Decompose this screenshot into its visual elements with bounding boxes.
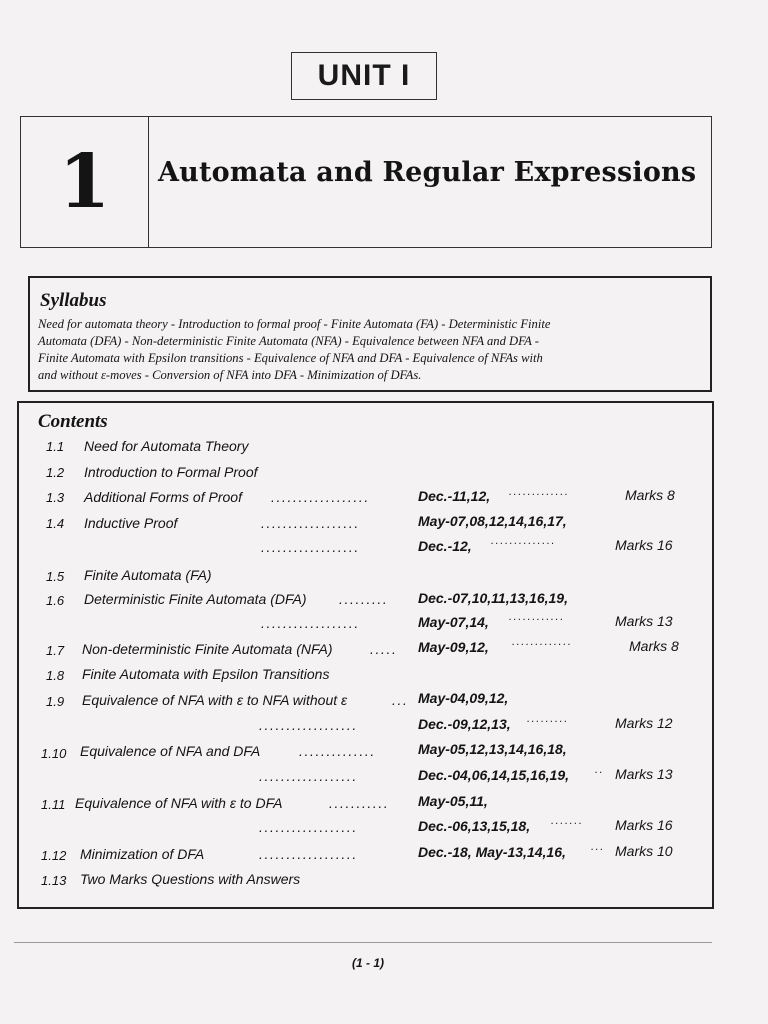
contents-item-exams: Dec.-18, May-13,14,16, (418, 844, 566, 860)
contents-item-exams: May-05,11, (418, 793, 488, 809)
syllabus-line: Finite Automata with Epsilon transitions - Equivalence of NFA and DFA - Equivalence of NFAs with (38, 351, 543, 365)
dot-leader: ....... (551, 815, 584, 827)
dot-leader: ........... (329, 795, 390, 811)
contents-item-title[interactable]: Equivalence of NFA and DFA (80, 743, 261, 759)
dot-leader: .................. (259, 768, 358, 784)
contents-item-marks: Marks 12 (615, 715, 673, 731)
contents-item-number: 1.2 (46, 465, 65, 480)
contents-item-exams: May-09,12, (418, 639, 489, 655)
contents-item-marks: Marks 10 (615, 843, 673, 859)
contents-item-marks: Marks 16 (615, 537, 673, 553)
contents-item-exams: Dec.-07,10,11,13,16,19, (418, 590, 568, 606)
contents-item-title[interactable]: Additional Forms of Proof (84, 489, 242, 505)
dot-leader: .................. (259, 819, 358, 835)
contents-item-exams: Dec.-11,12, (418, 488, 491, 504)
contents-item-marks: Marks 13 (615, 766, 673, 782)
contents-item-exams-continued: Dec.-06,13,15,18, (418, 818, 531, 834)
footer-rule (14, 942, 712, 943)
dot-leader: ............ (509, 611, 565, 623)
contents-item-exams: May-04,09,12, (418, 690, 509, 706)
dot-leader: ......... (339, 591, 389, 607)
dot-leader: .............. (491, 535, 557, 547)
contents-item-number: 1.3 (46, 490, 65, 505)
contents-item-title[interactable]: Introduction to Formal Proof (84, 464, 258, 480)
chapter-header (20, 116, 712, 248)
contents-item-marks: Marks 8 (629, 638, 679, 654)
syllabus-heading: Syllabus (40, 290, 107, 311)
dot-leader: .................. (271, 489, 370, 505)
dot-leader: .................. (259, 717, 358, 733)
contents-item-exams-continued: May-07,14, (418, 614, 489, 630)
dot-leader: ..... (370, 641, 398, 657)
contents-item-title[interactable]: Equivalence of NFA with ε to DFA (75, 795, 283, 811)
contents-item-title[interactable]: Equivalence of NFA with ε to NFA without ε (82, 692, 348, 708)
dot-leader: ... (392, 692, 409, 708)
syllabus-text (38, 316, 702, 384)
contents-item-exams: May-07,08,12,14,16,17, (418, 513, 567, 529)
contents-item-number: 1.9 (46, 694, 65, 709)
contents-item-number: 1.10 (41, 746, 67, 761)
contents-heading: Contents (38, 411, 108, 432)
contents-item-title[interactable]: Finite Automata (FA) (84, 567, 212, 583)
contents-item-number: 1.13 (41, 873, 67, 888)
dot-leader: ......... (527, 713, 569, 725)
contents-item-number: 1.4 (46, 516, 65, 531)
contents-item-number: 1.7 (46, 643, 65, 658)
contents-item-exams: May-05,12,13,14,16,18, (418, 741, 567, 757)
unit-heading: UNIT I (291, 52, 437, 100)
dot-leader: ... (591, 841, 605, 853)
contents-item-exams-continued: Dec.-09,12,13, (418, 716, 511, 732)
contents-item-title[interactable]: Non-deterministic Finite Automata (NFA) (82, 641, 333, 657)
contents-item-title[interactable]: Finite Automata with Epsilon Transitions (82, 666, 330, 682)
contents-box (17, 401, 714, 909)
dot-leader: .................. (261, 615, 360, 631)
chapter-number: 1 (21, 117, 149, 247)
dot-leader: .................. (261, 539, 360, 555)
contents-item-number: 1.1 (46, 439, 65, 454)
contents-item-marks: Marks 16 (615, 817, 673, 833)
dot-leader: ............. (509, 486, 570, 498)
syllabus-box (28, 276, 712, 392)
contents-item-title[interactable]: Minimization of DFA (80, 846, 205, 862)
contents-item-title[interactable]: Two Marks Questions with Answers (80, 871, 301, 887)
contents-item-marks: Marks 13 (615, 613, 673, 629)
contents-item-title[interactable]: Inductive Proof (84, 515, 178, 531)
contents-item-number: 1.6 (46, 593, 65, 608)
syllabus-line: Need for automata theory - Introduction to formal proof - Finite Automata (FA) - Deterministic Finite (38, 317, 551, 331)
dot-leader: .............. (299, 743, 376, 759)
contents-item-number: 1.11 (41, 797, 66, 812)
contents-item-exams-continued: Dec.-12, (418, 538, 472, 554)
dot-leader: .................. (259, 846, 358, 862)
contents-item-exams-continued: Dec.-04,06,14,15,16,19, (418, 767, 570, 783)
contents-item-number: 1.12 (41, 848, 67, 863)
contents-item-number: 1.8 (46, 668, 65, 683)
contents-item-title[interactable]: Deterministic Finite Automata (DFA) (84, 591, 307, 607)
chapter-title: Automata and Regular Expressions (158, 157, 697, 188)
contents-item-title[interactable]: Need for Automata Theory (84, 438, 249, 454)
dot-leader: .. (595, 764, 605, 776)
syllabus-line: and without ε-moves - Conversion of NFA into DFA - Minimization of DFAs. (38, 368, 422, 382)
contents-item-number: 1.5 (46, 569, 65, 584)
contents-item-marks: Marks 8 (625, 487, 675, 503)
syllabus-line: Automata (DFA) - Non-deterministic Finite Automata (NFA) - Equivalence between NFA and DFA - (38, 334, 539, 348)
page-number: (1 - 1) (352, 956, 385, 970)
dot-leader: ............. (512, 636, 573, 648)
dot-leader: .................. (261, 515, 360, 531)
